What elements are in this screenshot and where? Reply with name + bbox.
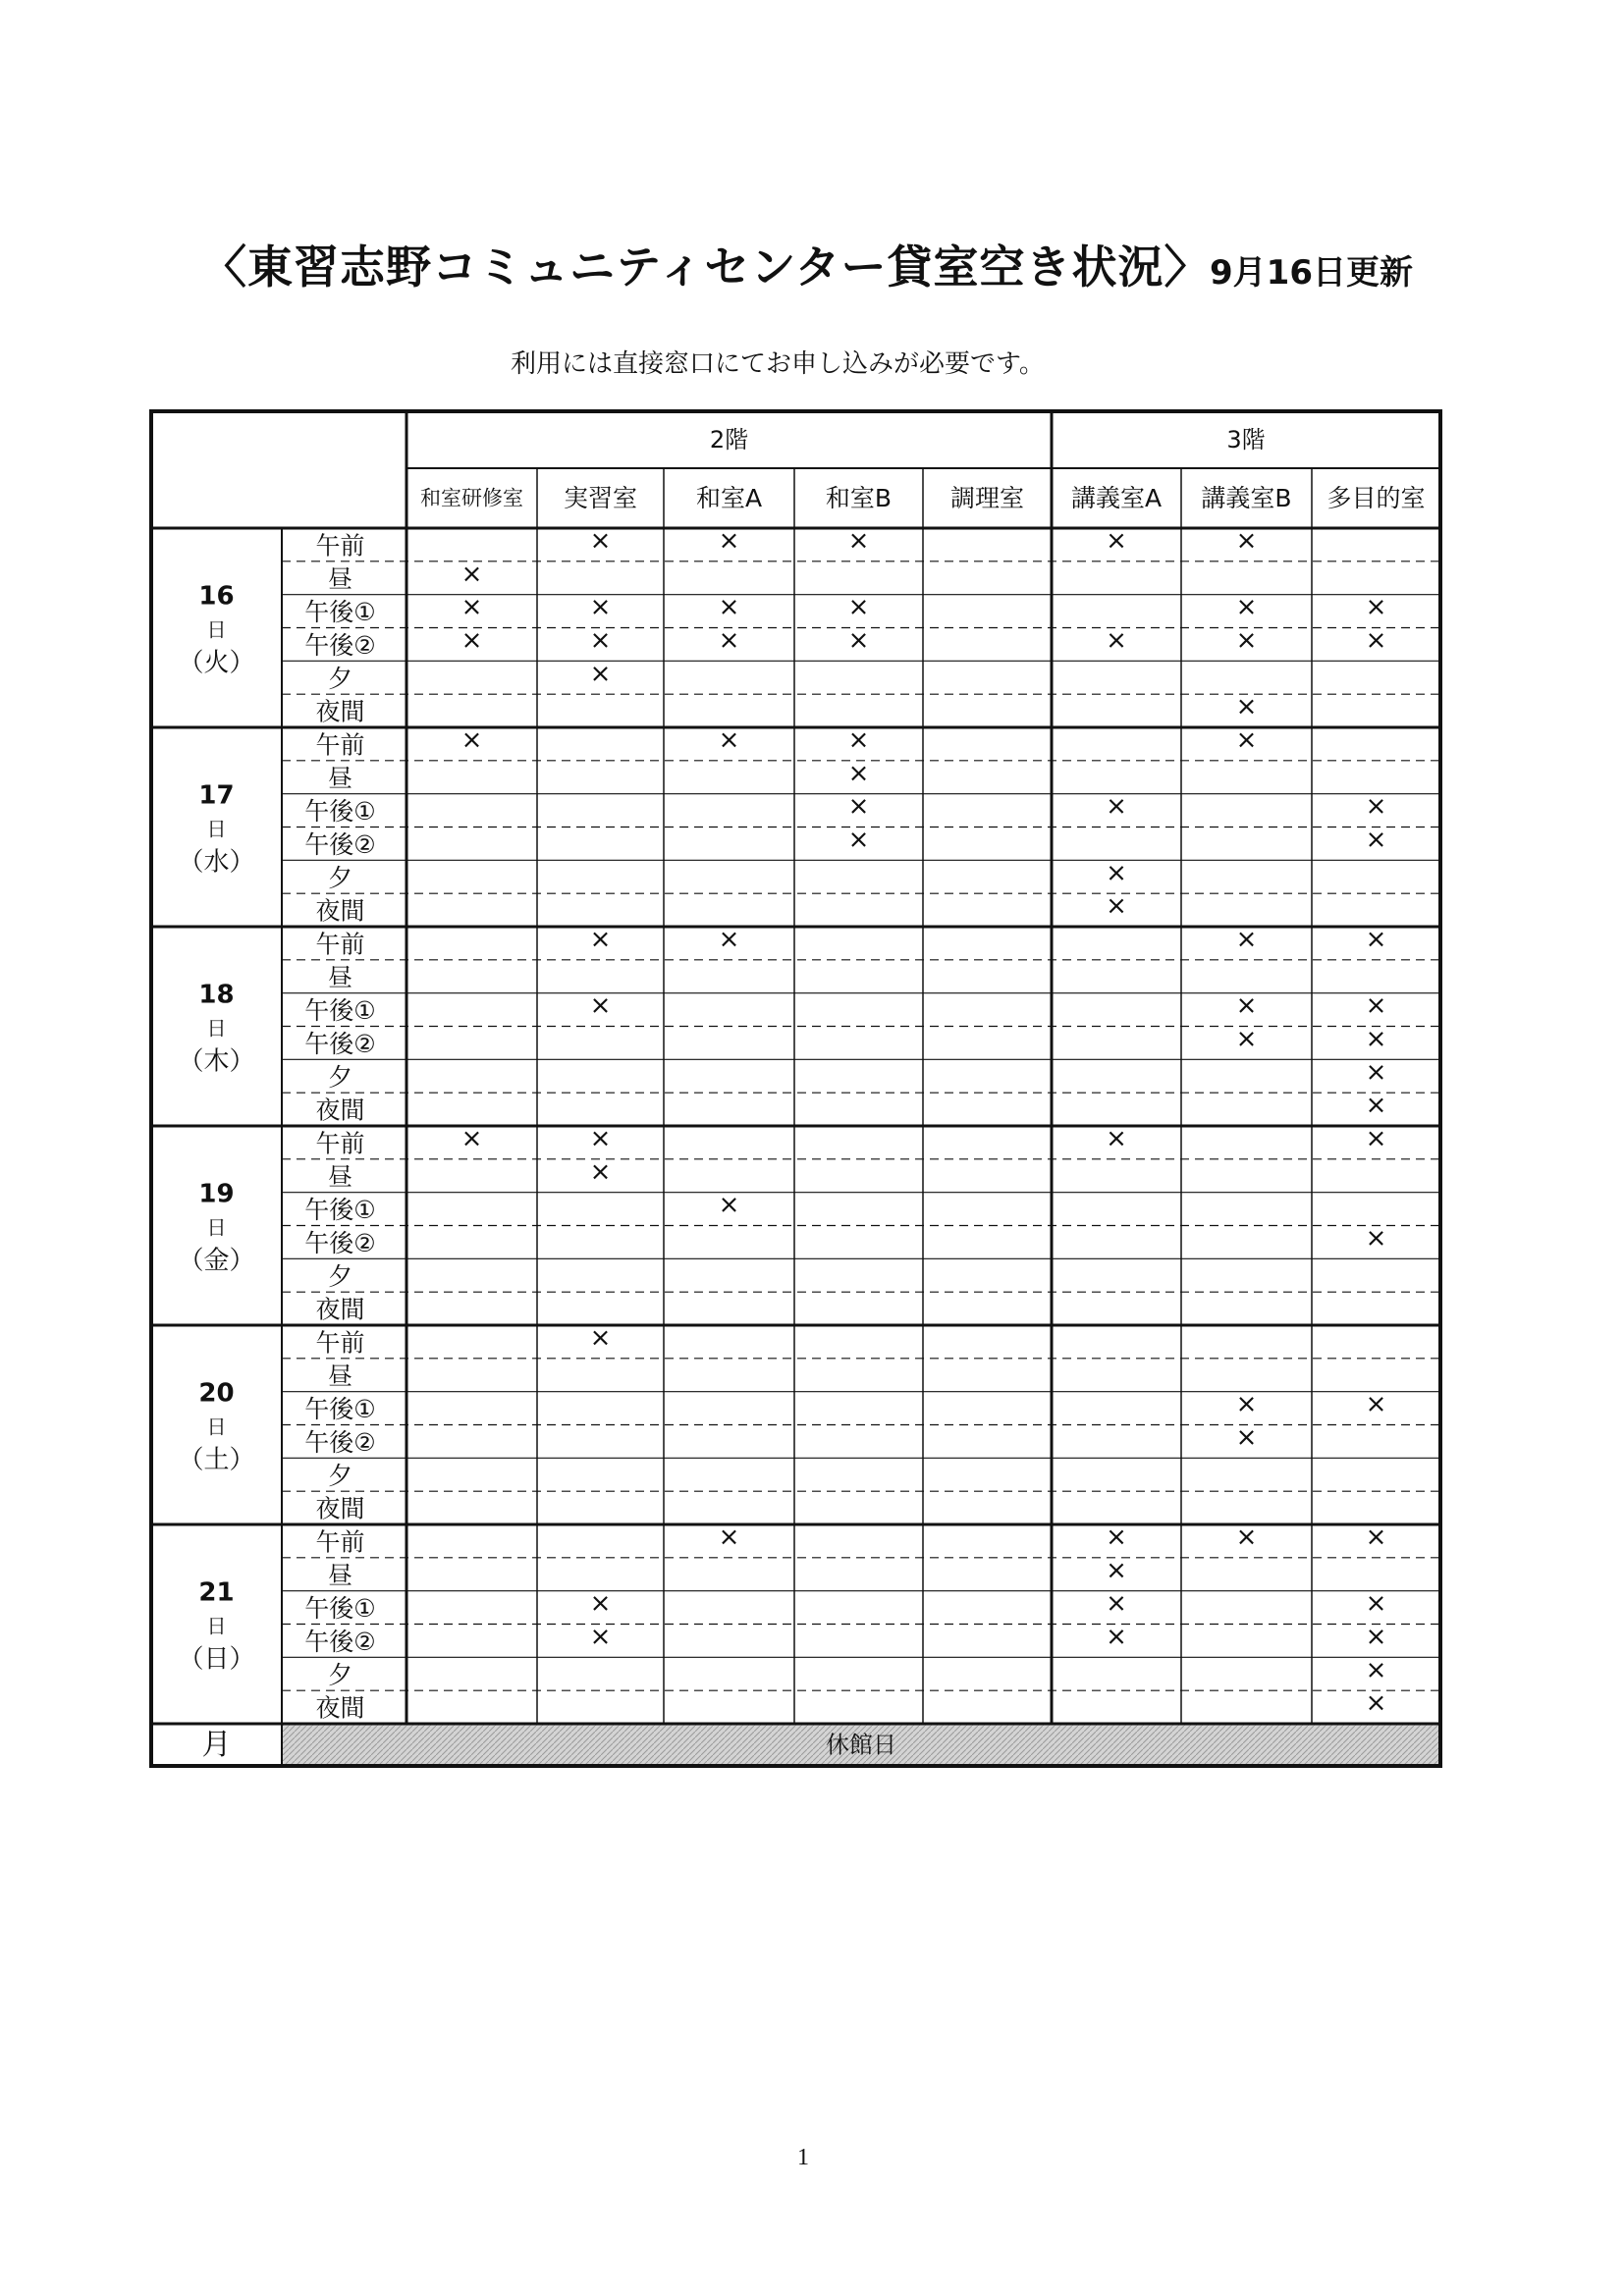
reserved-mark: × <box>1235 1422 1258 1453</box>
period-label: 午前 <box>315 1129 365 1158</box>
reserved-mark: × <box>1365 791 1387 822</box>
day-weekday: （日） <box>178 1644 255 1675</box>
period-label: 午前 <box>315 1527 365 1557</box>
page-title: 〈東習志野コミュニティセンター貸室空き状況〉 <box>201 240 1211 294</box>
period-label: 午前 <box>315 930 365 959</box>
reserved-mark: × <box>1106 1588 1127 1619</box>
reserved-mark: × <box>589 1123 612 1153</box>
reserved-mark: × <box>1365 990 1387 1021</box>
reserved-mark: × <box>1106 791 1127 822</box>
reserved-mark: × <box>589 1588 612 1619</box>
floor-label-3f: 3階 <box>1226 426 1266 454</box>
period-label: 昼 <box>327 1362 353 1391</box>
reserved-mark: × <box>1365 1622 1387 1652</box>
day-number: 20 <box>198 1378 235 1409</box>
reserved-mark: × <box>847 525 870 556</box>
period-label: 午後② <box>304 1627 376 1656</box>
period-label: 夜間 <box>315 1295 365 1324</box>
day-weekday: （金） <box>178 1246 255 1276</box>
reserved-mark: × <box>1365 625 1387 656</box>
reserved-mark: × <box>1106 1622 1127 1652</box>
reserved-mark: × <box>1235 1024 1258 1054</box>
period-label: 午後① <box>304 996 376 1026</box>
reserved-mark: × <box>718 724 740 755</box>
reserved-mark: × <box>1235 592 1258 622</box>
period-label: 午前 <box>315 1328 365 1358</box>
closed-day-label: 月 <box>201 1728 232 1762</box>
room-header: 和室研修室 <box>420 486 523 510</box>
reserved-mark: × <box>1235 625 1258 656</box>
period-label: 午後② <box>304 630 376 660</box>
reserved-mark: × <box>1106 1555 1127 1585</box>
reserved-mark: × <box>589 1622 612 1652</box>
reserved-mark: × <box>1235 1522 1258 1552</box>
reserved-mark: × <box>1235 525 1258 556</box>
day-unit: 日 <box>206 1614 227 1638</box>
reserved-mark: × <box>589 990 612 1021</box>
period-label: 夕 <box>327 1461 353 1490</box>
day-unit: 日 <box>206 1415 227 1439</box>
reserved-mark: × <box>589 625 612 656</box>
reserved-mark: × <box>1365 1091 1387 1121</box>
reserved-mark: × <box>1235 924 1258 954</box>
day-weekday: （木） <box>178 1046 255 1077</box>
period-label: 午後① <box>304 598 376 627</box>
period-label: 夕 <box>327 1660 353 1689</box>
period-label: 昼 <box>327 764 353 793</box>
room-header: 講義室A <box>1070 484 1163 512</box>
reserved-mark: × <box>1365 1123 1387 1153</box>
room-header: 和室A <box>695 484 763 512</box>
floor-label-2f: 2階 <box>709 426 749 454</box>
reserved-mark: × <box>1235 1389 1258 1419</box>
day-number: 19 <box>198 1179 235 1209</box>
reserved-mark: × <box>847 592 870 622</box>
reserved-mark: × <box>847 724 870 755</box>
reserved-mark: × <box>589 659 612 689</box>
reserved-mark: × <box>460 625 483 656</box>
period-label: 午後② <box>304 1228 376 1257</box>
reserved-mark: × <box>1106 1123 1127 1153</box>
reserved-mark: × <box>847 625 870 656</box>
period-label: 午後① <box>304 1395 376 1424</box>
reserved-mark: × <box>1365 1389 1387 1419</box>
reserved-mark: × <box>589 525 612 556</box>
reserved-mark: × <box>1365 825 1387 855</box>
day-weekday: （火） <box>178 648 255 678</box>
day-number: 17 <box>198 780 235 811</box>
period-label: 夜間 <box>315 1693 365 1723</box>
reserved-mark: × <box>847 791 870 822</box>
reserved-mark: × <box>1106 891 1127 922</box>
room-header: 和室B <box>825 484 893 512</box>
period-label: 昼 <box>327 1561 353 1590</box>
period-label: 午後② <box>304 1427 376 1457</box>
room-header: 実習室 <box>563 484 638 512</box>
reserved-mark: × <box>1365 1655 1387 1685</box>
period-label: 夜間 <box>315 896 365 926</box>
reserved-mark: × <box>1365 1588 1387 1619</box>
day-unit: 日 <box>206 817 227 841</box>
room-header: 調理室 <box>949 484 1025 512</box>
reserved-mark: × <box>718 625 740 656</box>
reserved-mark: × <box>718 1190 740 1220</box>
reserved-mark: × <box>718 525 740 556</box>
period-label: 昼 <box>327 963 353 992</box>
reserved-mark: × <box>1365 1024 1387 1054</box>
day-weekday: （水） <box>178 847 255 878</box>
reserved-mark: × <box>460 1123 483 1153</box>
day-number: 16 <box>198 581 235 612</box>
period-label: 午後① <box>304 1196 376 1225</box>
period-label: 午後② <box>304 829 376 859</box>
reserved-mark: × <box>589 924 612 954</box>
reserved-mark: × <box>1106 1522 1127 1552</box>
day-unit: 日 <box>206 1016 227 1041</box>
reserved-mark: × <box>1365 1223 1387 1254</box>
reserved-mark: × <box>1365 1522 1387 1552</box>
reserved-mark: × <box>1235 692 1258 722</box>
reserved-mark: × <box>1365 1688 1387 1719</box>
reserved-mark: × <box>1106 525 1127 556</box>
closed-label: 休館日 <box>826 1731 896 1759</box>
reserved-mark: × <box>460 724 483 755</box>
reserved-mark: × <box>589 1322 612 1353</box>
reserved-mark: × <box>1235 724 1258 755</box>
period-label: 夕 <box>327 1062 353 1092</box>
room-header: 多目的室 <box>1326 484 1426 512</box>
reserved-mark: × <box>589 592 612 622</box>
period-label: 夜間 <box>315 1095 365 1125</box>
period-label: 昼 <box>327 564 353 594</box>
reserved-mark: × <box>847 825 870 855</box>
room-header: 講義室B <box>1201 484 1292 512</box>
reserved-mark: × <box>718 592 740 622</box>
period-label: 午後② <box>304 1029 376 1058</box>
period-label: 午後① <box>304 1594 376 1624</box>
reserved-mark: × <box>1235 990 1258 1021</box>
period-label: 午前 <box>315 531 365 561</box>
period-label: 夕 <box>327 863 353 892</box>
period-label: 夕 <box>327 1261 353 1291</box>
day-weekday: （土） <box>178 1445 255 1475</box>
reserved-mark: × <box>718 1522 740 1552</box>
notice-text: 利用には直接窓口にてお申し込みが必要です。 <box>511 349 1045 379</box>
period-label: 夜間 <box>315 1494 365 1523</box>
reserved-mark: × <box>1365 924 1387 954</box>
period-label: 午後① <box>304 797 376 827</box>
reserved-mark: × <box>1106 858 1127 888</box>
day-number: 18 <box>198 980 235 1010</box>
reserved-mark: × <box>589 1156 612 1187</box>
day-unit: 日 <box>206 1215 227 1240</box>
page-number: 1 <box>797 2145 809 2170</box>
period-label: 夕 <box>327 664 353 693</box>
period-label: 午前 <box>315 730 365 760</box>
reserved-mark: × <box>1106 625 1127 656</box>
reserved-mark: × <box>460 592 483 622</box>
period-label: 夜間 <box>315 697 365 726</box>
reserved-mark: × <box>1365 592 1387 622</box>
reserved-mark: × <box>718 924 740 954</box>
day-number: 21 <box>198 1577 235 1608</box>
updated-date: 9月16日更新 <box>1210 253 1413 293</box>
reserved-mark: × <box>847 758 870 788</box>
reserved-mark: × <box>460 559 483 589</box>
reserved-mark: × <box>1365 1057 1387 1088</box>
period-label: 昼 <box>327 1162 353 1192</box>
day-unit: 日 <box>206 617 227 642</box>
